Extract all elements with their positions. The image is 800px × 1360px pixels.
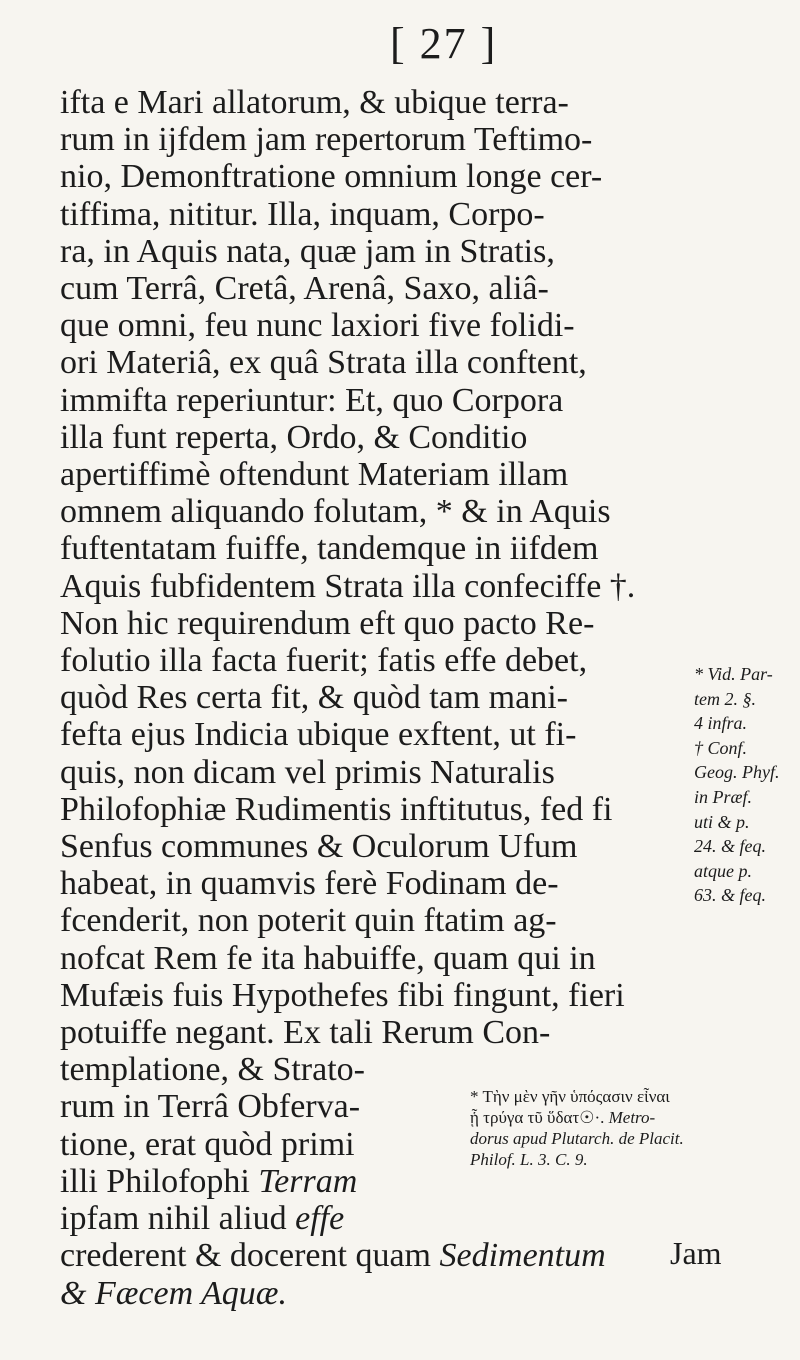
marginal-note-line: * Vid. Par- <box>694 664 773 684</box>
text-line: cum Terrâ, Cretâ, Arenâ, Saxo, aliâ- <box>60 270 549 308</box>
text-line <box>60 1237 720 1274</box>
text-line: ori Materiâ, ex quâ Strata illa conftent, <box>60 344 587 382</box>
greek-footnote <box>470 1086 795 1170</box>
marginal-note-line: Geog. Phyf. <box>694 762 780 783</box>
text-line: omnem aliquando folutam, * & in Aquis <box>60 493 611 531</box>
page-number: [ 27 ] <box>390 19 498 68</box>
text-line: rum in ijfdem jam repertorum Teftimo- <box>60 121 593 159</box>
marginal-note-line: atque p. <box>694 860 752 881</box>
footnote-line: * Τὴν μὲν γῆν ὑπόςασιν εἶναι <box>470 1087 670 1106</box>
text-line: Senfus communes & Oculorum Ufum <box>60 828 578 866</box>
text-line: fuftentatam fuiffe, tandemque in iifdem <box>60 530 599 568</box>
italic-word: effe <box>295 1200 345 1238</box>
text-line: illa funt reperta, Ordo, & Conditio <box>60 418 528 456</box>
text-line: quis, non dicam vel primis Naturalis <box>60 753 555 791</box>
marginal-note-line: 4 infra. <box>694 713 748 734</box>
text-line: habeat, in quamvis ferè Fodinam de- <box>60 865 559 903</box>
text-line: ra, in Aquis nata, quæ jam in Stratis, <box>60 232 555 270</box>
text-line: potuiffe negant. Ex tali Rerum Con- <box>60 1014 551 1052</box>
text-line <box>60 1200 720 1237</box>
text-line: nio, Demonftratione omnium longe cer- <box>60 158 603 196</box>
text-line: tione, erat quòd primi <box>60 1125 355 1163</box>
text-line: & Fæcem Aquæ. <box>60 1274 287 1312</box>
text-line: fefta ejus Indicia ubique exftent, ut fi- <box>60 716 577 754</box>
text-segment: crederent & docerent quam <box>60 1237 440 1275</box>
text-line: apertiffimè oftendunt Materiam illam <box>60 456 569 494</box>
text-line: templatione, & Strato- <box>60 1051 365 1089</box>
marginal-notes <box>694 662 794 908</box>
text-line: Non hic requirendum eft quo pacto Re- <box>60 604 595 642</box>
text-segment: illi Philofophi <box>60 1162 259 1200</box>
marginal-note-line: uti & p. <box>694 811 750 832</box>
text-line: tiffima, nititur. Illa, inquam, Corpo- <box>60 195 545 233</box>
italic-word: Sedimentum <box>439 1237 606 1275</box>
text-line: folutio illa facta fuerit; fatis effe debet, <box>60 642 588 680</box>
text-line: quòd Res certa fit, & quòd tam mani- <box>60 679 568 717</box>
marginal-note-line: tem 2. §. <box>694 688 756 709</box>
marginal-note-line: † Conf. <box>694 737 748 758</box>
text-line: Philofophiæ Rudimentis inftitutus, fed fi <box>60 790 613 828</box>
catchword: Jam <box>670 1235 722 1271</box>
footnote-line: Philof. L. 3. C. 9. <box>470 1150 588 1169</box>
text-line: Mufæis fuis Hypothefes fibi fingunt, fieri <box>60 976 625 1014</box>
italic-word: Terram <box>258 1162 358 1200</box>
text-segment: ipfam nihil aliud <box>60 1200 296 1238</box>
footnote-citation: Metro- <box>608 1108 656 1127</box>
footnote-greek: ᾗ τρύγα τῦ ὕδατ☉·. <box>470 1108 609 1127</box>
marginal-note-line: in Præf. <box>694 786 753 807</box>
footnote-line: dorus apud Plutarch. de Placit. <box>470 1129 684 1148</box>
text-line: que omni, feu nunc laxiori five folidi- <box>60 307 575 345</box>
text-line: immifta reperiuntur: Et, quo Corpora <box>60 381 564 419</box>
marginal-note-line: 24. & feq. <box>694 836 766 857</box>
marginal-note-line: 63. & feq. <box>694 885 766 906</box>
text-line: ifta e Mari allatorum, & ubique terra- <box>60 84 569 121</box>
text-line: rum in Terrâ Obferva- <box>60 1088 361 1126</box>
text-line: nofcat Rem fe ita habuiffe, quam qui in <box>60 939 596 977</box>
text-line: fcenderit, non poterit quin ftatim ag- <box>60 902 557 940</box>
text-line: Aquis fubfidentem Strata illa confeciffe †. <box>60 567 636 605</box>
footnote-line <box>470 1107 795 1128</box>
